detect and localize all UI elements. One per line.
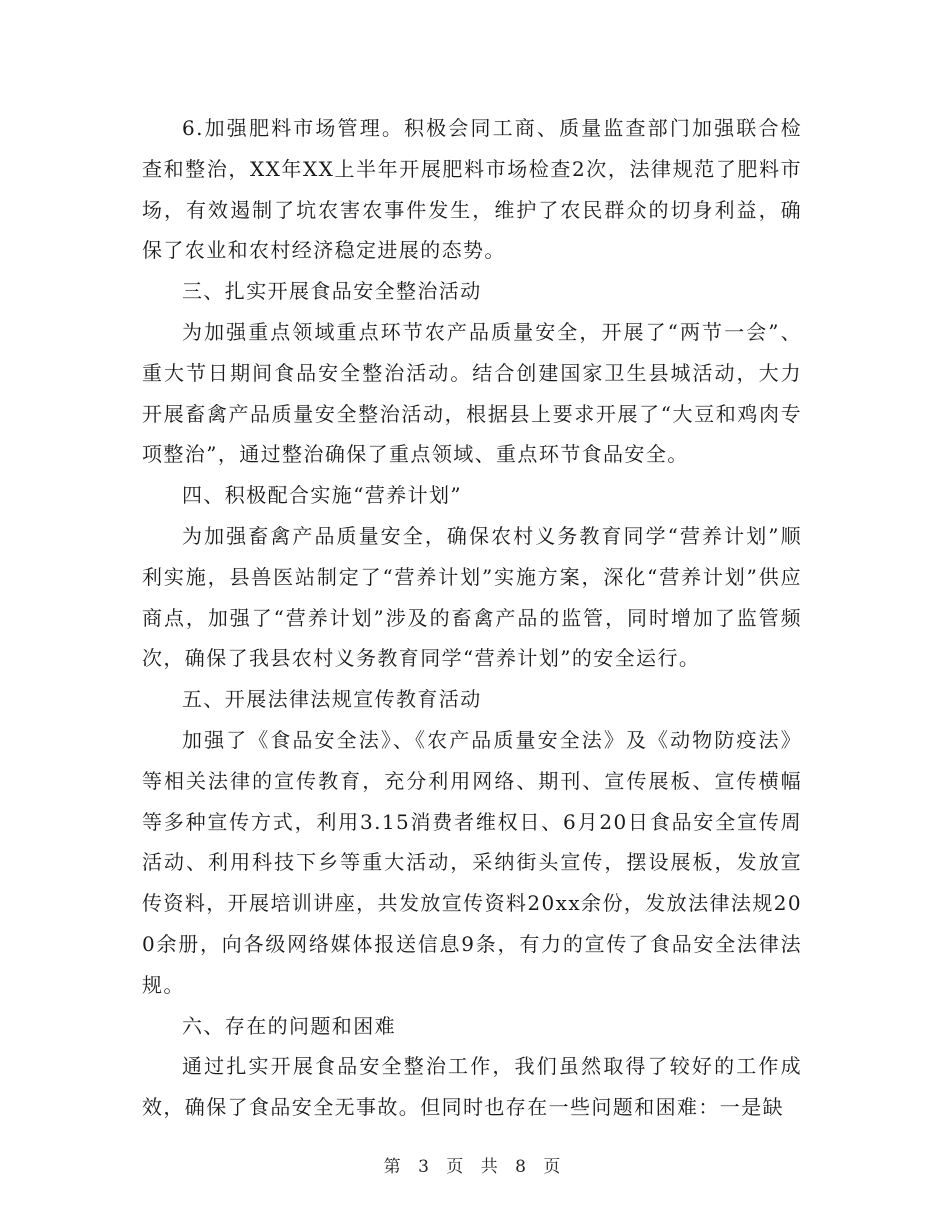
- section-heading-food-safety: 三、扎实开展食品安全整治活动: [182, 279, 482, 304]
- page-footer: 第 3 页 共 8 页: [383, 1157, 567, 1177]
- paragraph-nutrition-plan: 为加强畜禽产品质量安全，确保农村义务教育同学“营养计划”顺利实施，县兽医站制定了“营养计划”实施方案，深化“营养计划”供应商点，加强了“营养计划”涉及的畜禽产品的监管，同时增加了监管频次，确保了我县农村义务教育同学“营养计划”的安全运行。: [142, 523, 802, 671]
- paragraph-food-safety: 为加强重点领域重点环节农产品质量安全，开展了“两节一会”、重大节日期间食品安全整治活动。结合创建国家卫生县城活动，大力开展畜禽产品质量安全整治活动，根据县上要求开展了“大豆和鸡肉专项整治”，通过整治确保了重点领域、重点环节食品安全。: [142, 319, 802, 467]
- document-body: [142, 108, 802, 1128]
- paragraph-law-education: 加强了《食品安全法》、《农产品质量安全法》及《动物防疫法》等相关法律的宣传教育，充分利用网络、期刊、宣传展板、宣传横幅等多种宣传方式，利用3.15消费者维权日、6月20日食品安全宣传周活动、利用科技下乡等重大活动，采纳街头宣传，摆设展板，发放宣传资料，开展培训讲座，共发放宣传资料20xx余份，发放法律法规200余册，向各级网络媒体报送信息9条，有力的宣传了食品安全法律法规。: [142, 727, 802, 997]
- paragraph-problems: 通过扎实开展食品安全整治工作，我们虽然取得了较好的工作成效，确保了食品安全无事故。但同时也存在一些问题和困难：一是缺: [142, 1054, 802, 1120]
- section-heading-problems: 六、存在的问题和困难: [182, 1013, 396, 1038]
- section-heading-nutrition-plan: 四、积极配合实施“营养计划”: [182, 483, 463, 508]
- section-heading-law-education: 五、开展法律法规宣传教育活动: [182, 687, 482, 712]
- paragraph-fertilizer-market: 6.加强肥料市场管理。积极会同工商、质量监查部门加强联合检查和整治，XX年XX上半年开展肥料市场检查2次，法律规范了肥料市场，有效遏制了坑农害农事件发生，维护了农民群众的切身利益，确保了农业和农村经济稳定进展的态势。: [142, 116, 802, 263]
